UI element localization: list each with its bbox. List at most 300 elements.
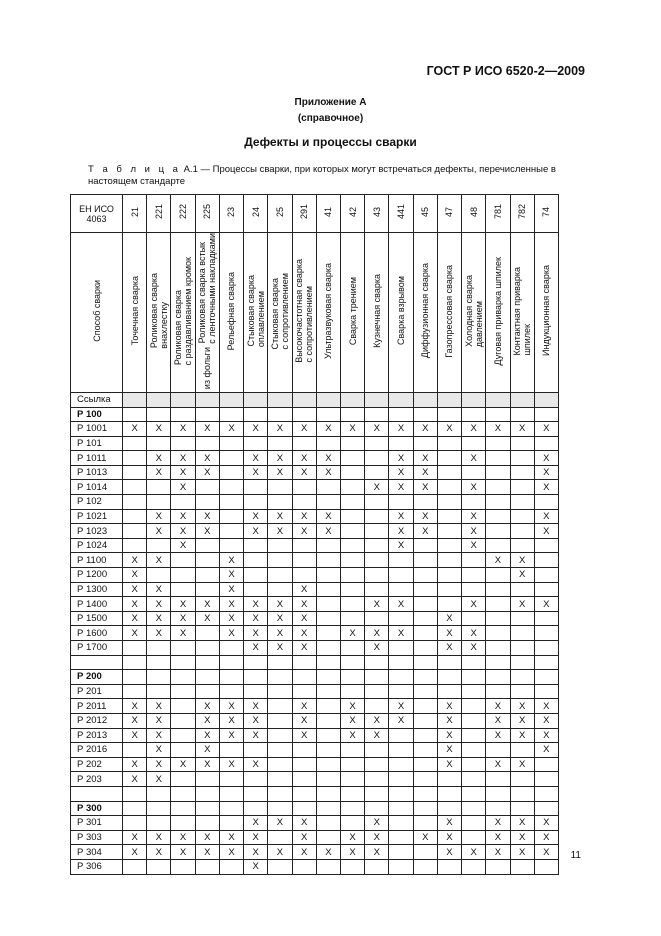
process-cell — [292, 553, 316, 568]
process-cell — [171, 392, 195, 407]
process-cell — [340, 743, 364, 758]
process-cell — [340, 509, 364, 524]
process-cell — [316, 801, 340, 816]
defect-reference: Ссылка — [71, 392, 123, 407]
process-mark: X — [486, 713, 510, 728]
process-cell — [534, 538, 558, 553]
table-row — [71, 816, 559, 831]
process-cell — [462, 859, 486, 874]
process-mark: X — [268, 845, 292, 860]
process-cell — [316, 830, 340, 845]
table-row — [71, 845, 559, 860]
process-mark: X — [462, 480, 486, 495]
process-cell — [510, 786, 534, 801]
process-cell — [340, 451, 364, 466]
process-cell — [365, 757, 389, 772]
process-cell — [244, 392, 268, 407]
process-cell — [413, 699, 437, 714]
process-cell — [437, 509, 461, 524]
table-row — [71, 480, 559, 495]
process-cell — [389, 757, 413, 772]
process-cell — [292, 786, 316, 801]
process-cell — [365, 509, 389, 524]
process-cell — [389, 801, 413, 816]
process-mark: X — [123, 568, 147, 583]
process-mark: X — [365, 422, 389, 437]
process-mark: X — [147, 830, 171, 845]
process-cell — [244, 582, 268, 597]
process-mark: X — [123, 553, 147, 568]
process-cell — [437, 655, 461, 670]
process-mark: X — [147, 597, 171, 612]
process-mark: X — [292, 582, 316, 597]
table-row — [71, 655, 559, 670]
process-cell — [486, 655, 510, 670]
process-cell — [510, 465, 534, 480]
process-mark: X — [534, 743, 558, 758]
process-cell — [413, 670, 437, 685]
process-mark: X — [389, 480, 413, 495]
process-cell — [389, 495, 413, 510]
process-cell — [462, 407, 486, 422]
process-cell — [195, 626, 219, 641]
process-cell — [510, 859, 534, 874]
process-mark: X — [292, 641, 316, 656]
process-name-header — [219, 233, 243, 393]
process-mark: X — [292, 845, 316, 860]
process-cell — [462, 772, 486, 787]
process-cell — [123, 495, 147, 510]
defect-reference: Р 2012 — [71, 713, 123, 728]
process-cell — [365, 655, 389, 670]
process-cell — [486, 743, 510, 758]
process-cell — [244, 553, 268, 568]
process-mark: X — [195, 845, 219, 860]
process-code-header — [123, 195, 147, 233]
process-mark: X — [292, 451, 316, 466]
process-code: 45 — [420, 206, 431, 217]
process-name-header — [534, 233, 558, 393]
process-cell — [340, 757, 364, 772]
process-mark: X — [123, 611, 147, 626]
process-mark: X — [171, 480, 195, 495]
table-row — [71, 465, 559, 480]
process-cell — [219, 392, 243, 407]
process-cell — [340, 611, 364, 626]
process-cell — [340, 670, 364, 685]
process-cell — [413, 772, 437, 787]
process-cell — [486, 582, 510, 597]
process-cell — [268, 713, 292, 728]
process-mark: X — [437, 757, 461, 772]
table-row — [71, 626, 559, 641]
process-cell — [195, 407, 219, 422]
process-mark: X — [195, 611, 219, 626]
process-code-header — [316, 195, 340, 233]
process-cell — [413, 655, 437, 670]
process-cell — [534, 684, 558, 699]
process-cell — [268, 655, 292, 670]
process-cell — [195, 801, 219, 816]
process-cell — [389, 845, 413, 860]
defect-reference: Р 1024 — [71, 538, 123, 553]
process-cell — [195, 684, 219, 699]
process-cell — [219, 670, 243, 685]
process-cell — [437, 524, 461, 539]
process-cell — [462, 757, 486, 772]
process-cell — [147, 436, 171, 451]
process-cell — [219, 407, 243, 422]
process-code: 782 — [517, 204, 528, 220]
process-cell — [147, 568, 171, 583]
process-cell — [413, 801, 437, 816]
process-name-header — [123, 233, 147, 393]
defect-reference: Р 304 — [71, 845, 123, 860]
process-code: 291 — [299, 204, 310, 220]
process-mark: X — [365, 597, 389, 612]
process-cell — [486, 684, 510, 699]
process-mark: X — [413, 451, 437, 466]
process-cell — [486, 772, 510, 787]
process-cell — [316, 553, 340, 568]
process-code: 23 — [226, 206, 237, 217]
process-cell — [147, 480, 171, 495]
table-row — [71, 684, 559, 699]
process-cell — [486, 524, 510, 539]
process-mark: X — [171, 611, 195, 626]
process-code-header — [340, 195, 364, 233]
process-cell — [437, 786, 461, 801]
process-mark: X — [437, 422, 461, 437]
process-name: Индукционная сварка — [541, 265, 552, 357]
process-cell — [486, 509, 510, 524]
process-name: с ленточными накладками — [207, 233, 218, 344]
process-mark: X — [219, 422, 243, 437]
process-mark: X — [147, 451, 171, 466]
process-mark: X — [413, 509, 437, 524]
process-name-header — [365, 233, 389, 393]
process-name: Роликовая сварка — [173, 290, 184, 366]
process-cell — [534, 786, 558, 801]
process-cell — [437, 436, 461, 451]
process-cell — [147, 538, 171, 553]
standard-header: ЕН ИСО 4063 — [71, 195, 123, 233]
process-cell — [268, 684, 292, 699]
defect-reference — [71, 655, 123, 670]
process-cell — [413, 743, 437, 758]
process-cell — [510, 480, 534, 495]
welding-processes-table — [70, 194, 559, 875]
process-cell — [123, 655, 147, 670]
process-cell — [195, 670, 219, 685]
process-cell — [462, 699, 486, 714]
process-name: Диффузионная сварка — [420, 263, 431, 359]
process-cell — [171, 670, 195, 685]
table-row — [71, 436, 559, 451]
process-mark: X — [486, 816, 510, 831]
process-cell — [462, 553, 486, 568]
process-code: 21 — [129, 206, 140, 217]
process-mark: X — [534, 713, 558, 728]
process-mark: X — [244, 641, 268, 656]
process-mark: X — [365, 728, 389, 743]
process-cell — [340, 801, 364, 816]
process-cell — [389, 611, 413, 626]
process-cell — [292, 757, 316, 772]
process-cell — [171, 553, 195, 568]
defect-reference: Р 1600 — [71, 626, 123, 641]
process-mark: X — [195, 451, 219, 466]
process-cell — [147, 655, 171, 670]
process-cell — [123, 480, 147, 495]
process-name: Стыковая сварка — [269, 277, 280, 350]
process-cell — [316, 568, 340, 583]
process-cell — [340, 553, 364, 568]
process-cell — [437, 553, 461, 568]
process-cell — [123, 524, 147, 539]
process-cell — [268, 699, 292, 714]
process-mark: X — [510, 597, 534, 612]
process-mark: X — [292, 422, 316, 437]
process-mark: X — [171, 845, 195, 860]
table-row — [71, 772, 559, 787]
table-row — [71, 451, 559, 466]
process-mark: X — [486, 757, 510, 772]
process-cell — [123, 859, 147, 874]
process-cell — [510, 509, 534, 524]
process-cell — [219, 436, 243, 451]
process-cell — [340, 538, 364, 553]
process-cell — [316, 859, 340, 874]
process-mark: X — [147, 553, 171, 568]
process-cell — [462, 728, 486, 743]
process-cell — [437, 801, 461, 816]
process-cell — [486, 786, 510, 801]
process-cell — [510, 641, 534, 656]
process-mark: X — [316, 422, 340, 437]
table-caption — [88, 164, 558, 188]
process-cell — [486, 480, 510, 495]
process-name: из фольги — [202, 346, 213, 389]
process-mark: X — [510, 757, 534, 772]
process-cell — [486, 436, 510, 451]
process-cell — [462, 568, 486, 583]
process-cell — [292, 568, 316, 583]
process-cell — [123, 670, 147, 685]
process-cell — [413, 684, 437, 699]
process-cell — [244, 801, 268, 816]
process-mark: X — [171, 422, 195, 437]
table-row — [71, 538, 559, 553]
process-name-header — [292, 233, 316, 393]
process-cell — [389, 568, 413, 583]
process-cell — [462, 816, 486, 831]
process-cell — [389, 743, 413, 758]
process-mark: X — [219, 553, 243, 568]
process-cell — [510, 451, 534, 466]
process-mark: X — [510, 568, 534, 583]
process-cell — [534, 582, 558, 597]
process-cell — [268, 480, 292, 495]
process-code-header — [389, 195, 413, 233]
process-cell — [413, 538, 437, 553]
process-mark: X — [244, 713, 268, 728]
process-mark: X — [292, 713, 316, 728]
process-mark: X — [486, 699, 510, 714]
process-mark: X — [123, 597, 147, 612]
process-mark: X — [268, 597, 292, 612]
process-mark: X — [462, 641, 486, 656]
process-name-header — [510, 233, 534, 393]
process-mark: X — [486, 422, 510, 437]
process-cell — [219, 816, 243, 831]
process-cell — [171, 684, 195, 699]
process-mark: X — [340, 626, 364, 641]
process-cell — [462, 684, 486, 699]
process-mark: X — [292, 509, 316, 524]
process-mark: X — [316, 524, 340, 539]
process-code-header — [171, 195, 195, 233]
process-cell — [292, 743, 316, 758]
process-mark: X — [244, 611, 268, 626]
process-mark: X — [340, 422, 364, 437]
process-mark: X — [219, 626, 243, 641]
process-mark: X — [534, 597, 558, 612]
process-mark: X — [244, 728, 268, 743]
process-cell — [413, 407, 437, 422]
process-cell — [510, 582, 534, 597]
process-mark: X — [534, 422, 558, 437]
process-mark: X — [292, 816, 316, 831]
process-cell — [219, 684, 243, 699]
process-cell — [510, 495, 534, 510]
defect-reference: Р 102 — [71, 495, 123, 510]
process-cell — [389, 436, 413, 451]
process-cell — [365, 436, 389, 451]
document-code: ГОСТ Р ИСО 6520-2—2009 — [426, 64, 585, 78]
process-name: шпилек — [522, 323, 533, 356]
process-code: 25 — [274, 206, 285, 217]
process-cell — [147, 641, 171, 656]
process-name: Сварка взрывом — [396, 276, 407, 346]
process-cell — [316, 436, 340, 451]
process-cell — [219, 859, 243, 874]
process-cell — [510, 611, 534, 626]
process-cell — [365, 772, 389, 787]
process-cell — [219, 743, 243, 758]
process-mark: X — [244, 509, 268, 524]
process-cell — [171, 728, 195, 743]
process-mark: X — [389, 626, 413, 641]
process-code-header — [292, 195, 316, 233]
process-cell — [316, 480, 340, 495]
process-cell — [171, 816, 195, 831]
process-code: 48 — [468, 206, 479, 217]
process-name-header — [389, 233, 413, 393]
process-mark: X — [437, 626, 461, 641]
process-cell — [486, 407, 510, 422]
process-mark: X — [437, 728, 461, 743]
process-mark: X — [510, 845, 534, 860]
process-cell — [268, 786, 292, 801]
process-cell — [219, 465, 243, 480]
process-mark: X — [534, 465, 558, 480]
process-mark: X — [510, 553, 534, 568]
table-row — [71, 597, 559, 612]
process-mark: X — [123, 830, 147, 845]
process-name: оплавлением — [255, 290, 266, 347]
process-cell — [534, 670, 558, 685]
process-cell — [365, 743, 389, 758]
process-mark: X — [437, 699, 461, 714]
process-name: с раздавливанием кромок — [183, 256, 194, 366]
process-cell — [171, 699, 195, 714]
process-cell — [123, 509, 147, 524]
process-cell — [219, 655, 243, 670]
process-mark: X — [244, 845, 268, 860]
defect-reference: Р 1200 — [71, 568, 123, 583]
process-mark: X — [462, 451, 486, 466]
process-code-header — [219, 195, 243, 233]
process-mark: X — [292, 611, 316, 626]
process-cell — [316, 407, 340, 422]
process-name: Точечная сварка — [129, 276, 140, 346]
process-cell — [462, 582, 486, 597]
process-mark: X — [219, 582, 243, 597]
process-mark: X — [171, 830, 195, 845]
process-cell — [316, 392, 340, 407]
process-cell — [268, 407, 292, 422]
process-cell — [486, 451, 510, 466]
table-row — [71, 801, 559, 816]
process-cell — [316, 772, 340, 787]
process-cell — [413, 626, 437, 641]
process-name-header — [171, 233, 195, 393]
process-cell — [486, 495, 510, 510]
process-cell — [171, 436, 195, 451]
process-mark: X — [219, 699, 243, 714]
process-mark: X — [365, 713, 389, 728]
process-cell — [244, 772, 268, 787]
defect-reference: Р 1300 — [71, 582, 123, 597]
process-code: 43 — [371, 206, 382, 217]
process-name-header — [413, 233, 437, 393]
process-cell — [316, 743, 340, 758]
process-cell — [316, 597, 340, 612]
process-code-header — [534, 195, 558, 233]
process-cell — [219, 538, 243, 553]
process-name-header — [268, 233, 292, 393]
process-cell — [292, 480, 316, 495]
defect-reference: Р 1001 — [71, 422, 123, 437]
process-cell — [413, 553, 437, 568]
process-cell — [147, 801, 171, 816]
process-cell — [389, 392, 413, 407]
process-mark: X — [147, 845, 171, 860]
process-cell — [147, 859, 171, 874]
process-mark: X — [510, 713, 534, 728]
process-cell — [268, 859, 292, 874]
process-name: Роликовая сварка встык — [197, 242, 208, 344]
process-cell — [340, 524, 364, 539]
process-cell — [365, 684, 389, 699]
process-cell — [534, 757, 558, 772]
process-cell — [413, 845, 437, 860]
process-cell — [171, 568, 195, 583]
process-mark: X — [244, 451, 268, 466]
process-cell — [123, 786, 147, 801]
process-cell — [486, 859, 510, 874]
